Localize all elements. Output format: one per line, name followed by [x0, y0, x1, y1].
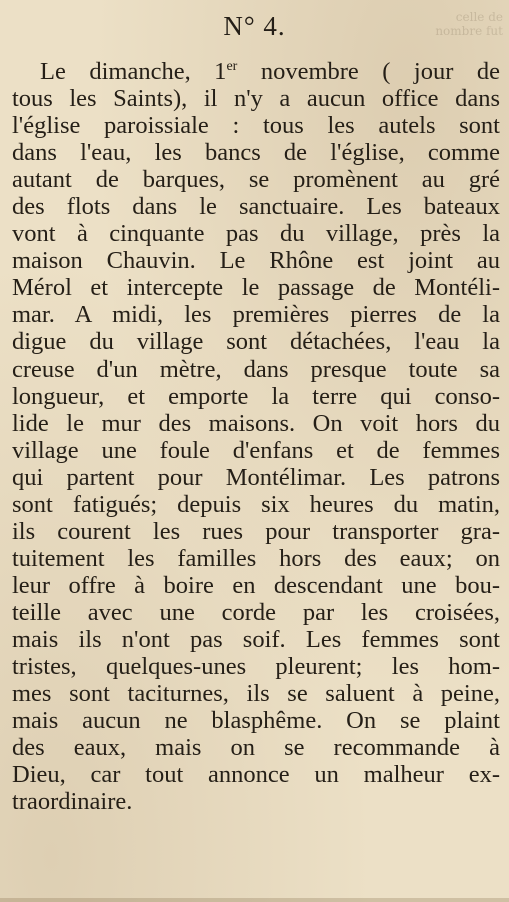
- body-paragraph: [12, 58, 500, 815]
- text-line: des eaux, mais on se recommande à: [12, 734, 500, 762]
- text-line: mar. A midi, les premières pierres de la: [12, 301, 500, 329]
- text-line: l'église paroissiale : tous les autels sont: [12, 112, 500, 140]
- text-line: tuitement les familles hors des eaux; on: [12, 544, 500, 572]
- text-line: qui partent pour Montélimar. Les patrons: [12, 463, 500, 491]
- text-line-last: traordinaire.: [12, 788, 133, 816]
- text-line: teille avec une corde par les croisées,: [12, 598, 500, 626]
- text-line: mes sont taciturnes, ils se saluent à peine,: [12, 680, 500, 708]
- text-line: Mérol et intercepte le passage de Montéli-: [12, 274, 500, 302]
- text-line: longueur, et emporte la terre qui conso-: [12, 382, 500, 410]
- text-line: sont fatigués; depuis six heures du matin,: [12, 490, 500, 518]
- text-line: Dieu, car tout annonce un malheur ex-: [12, 761, 500, 789]
- text-line: des flots dans le sanctuaire. Les bateaux: [12, 193, 500, 221]
- text-line: leur offre à boire en descendant une bou-: [12, 571, 500, 599]
- page-heading: N° 4.: [223, 11, 286, 41]
- text-line: village une foule d'enfans et de femmes: [12, 436, 500, 464]
- text-line: digue du village sont détachées, l'eau la: [12, 328, 500, 356]
- text-line: tous les Saints), il n'y a aucun office dans: [12, 85, 500, 113]
- page-edge-shadow: [0, 898, 509, 902]
- text-line: maison Chauvin. Le Rhône est joint au: [12, 247, 500, 275]
- text-line: mais aucun ne blasphême. On se plaint: [12, 707, 500, 735]
- text-line: autant de barques, se promènent au gré: [12, 166, 500, 194]
- text-line: vont à cinquante pas du village, près la: [12, 220, 500, 248]
- text-line-first: Le dimanche, 1er novembre ( jour de: [40, 58, 500, 85]
- text-line: mais ils n'ont pas soif. Les femmes sont: [12, 625, 500, 653]
- text-line: tristes, quelques-unes pleurent; les hom-: [12, 653, 500, 681]
- text-line: lide le mur des maisons. On voit hors du: [12, 409, 500, 437]
- text-line: creuse d'un mètre, dans presque toute sa: [12, 355, 500, 383]
- bleed-through-text: celle de nombre fut: [435, 10, 503, 38]
- text-line: ils courent les rues pour transporter gra-: [12, 517, 500, 545]
- text-line: dans l'eau, les bancs de l'église, comme: [12, 139, 500, 167]
